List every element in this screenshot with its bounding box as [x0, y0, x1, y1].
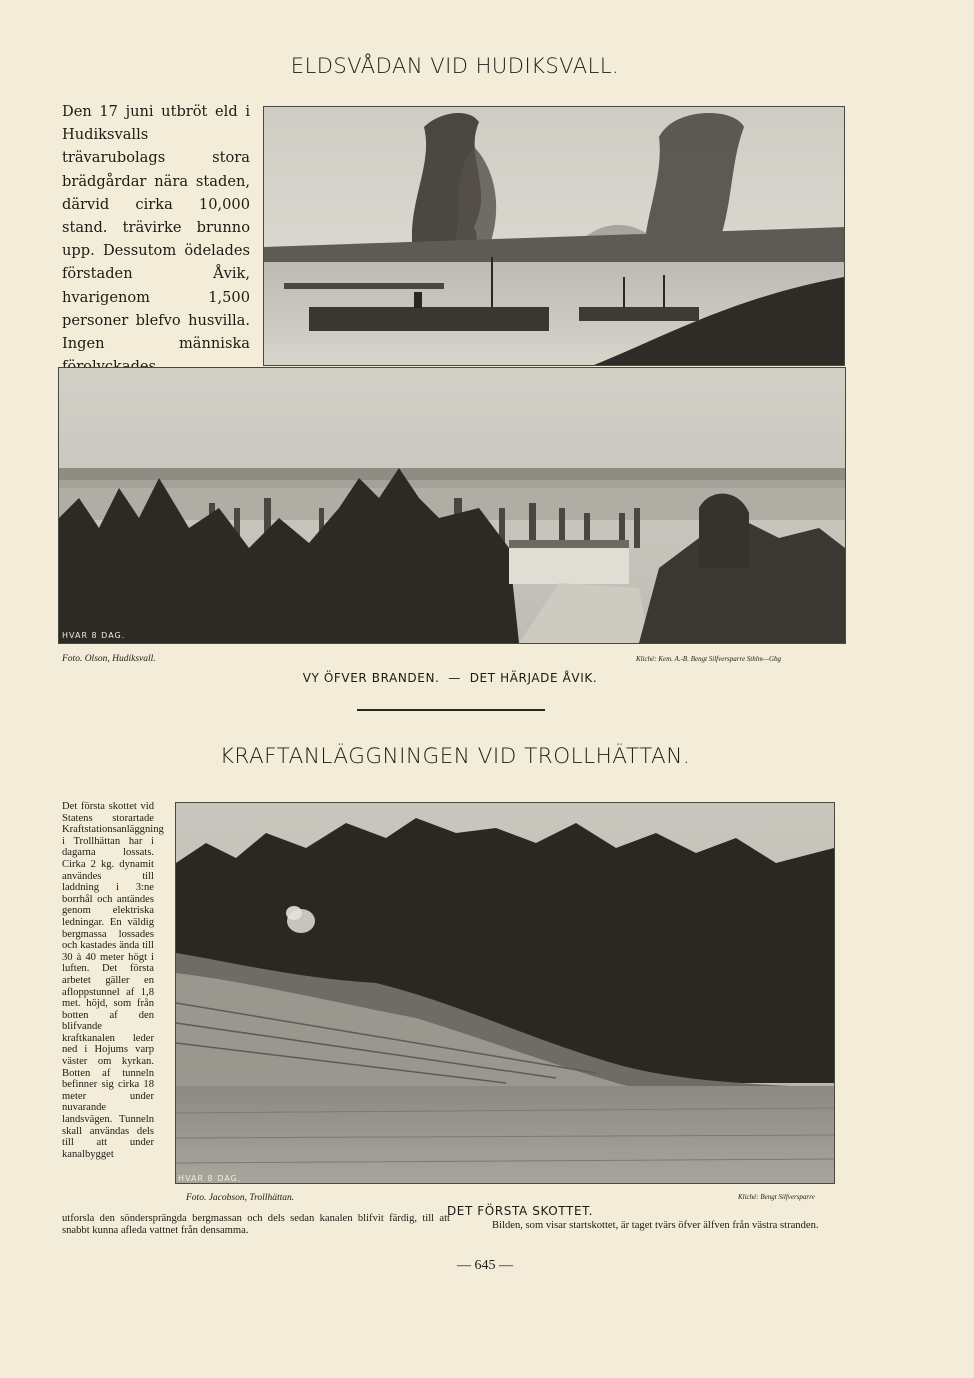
- photo2-watermark: HVAR 8 DAG.: [62, 631, 126, 640]
- photo-first-blast: [175, 802, 835, 1184]
- section-divider: [357, 709, 545, 711]
- harbor-fire-illustration: [264, 107, 844, 365]
- article1-caption: VY ÖFVER BRANDEN. — DET HÄRJADE ÅVIK.: [302, 671, 598, 685]
- article2-column-text: Det första skottet vid Statens storartade Kraftstationsanläggning i Trollhättan har i dagarna lossats. Cirka 2 kg. dynamit användes till laddning i 3:ne borrhål och antändes genom elektriska ledningar. En väldig bergmassa lossades och kastades ända till 30 à 40 meter högt i luften. Det första arbetet gäller en afloppstunnel af 1,8 met. höjd, som från botten af den blifvande kraftkanalen leder ned i Hojums varp väster om kyrkan. Botten af tunneln befinner sig cirka 18 meter under nuvarande landsvägen. Tunneln skall användas dels till att under kanalbygget: [62, 801, 164, 1160]
- burnt-avik-illustration: [59, 368, 845, 643]
- article2-cliche-credit: Kliché: Bengt Silfversparre: [738, 1193, 815, 1201]
- article2-title: KRAFTANLÄGGNINGEN VID TROLLHÄTTAN.: [219, 744, 691, 769]
- photo3-watermark: HVAR 8 DAG.: [178, 1174, 242, 1183]
- article1-photo-credit: Foto. Olson, Hudiksvall.: [62, 654, 156, 664]
- article2-continued-text: utforsla den söndersprängda bergmassan och dels sedan kanalen blifvit färdig, till att snabbt kunna afleda vattnet från densamma.: [62, 1213, 450, 1236]
- article2-photo-credit: Foto. Jacobson, Trollhättan.: [186, 1193, 295, 1203]
- first-blast-illustration: [176, 803, 834, 1183]
- article2-right-text: Bilden, som visar startskottet, är taget tvärs öfver älfven från västra stranden.: [492, 1220, 819, 1231]
- article1-title: ELDSVÅDAN VID HUDIKSVALL.: [290, 54, 620, 78]
- article1-intro: Den 17 juni utbröt eld i Hudiksvalls trävarubolags stora brädgårdar nära staden, därvid cirka 10,000 stand. trävirke brunno upp. Dessutom ödelades förstaden Åvik, hvarigenom 1,500 personer blefvo husvilla. Ingen människa: [62, 103, 250, 353]
- page-number: — 645 —: [457, 1258, 513, 1273]
- article2-caption: DET FÖRSTA SKOTTET.: [446, 1204, 594, 1218]
- photo-burnt-avik: [58, 367, 846, 644]
- article1-cliche-credit: Kliché: Kem. A.-B. Bengt Silfversparre Sthlm—Gbg: [636, 655, 782, 663]
- photo-harbor-fire: [263, 106, 845, 366]
